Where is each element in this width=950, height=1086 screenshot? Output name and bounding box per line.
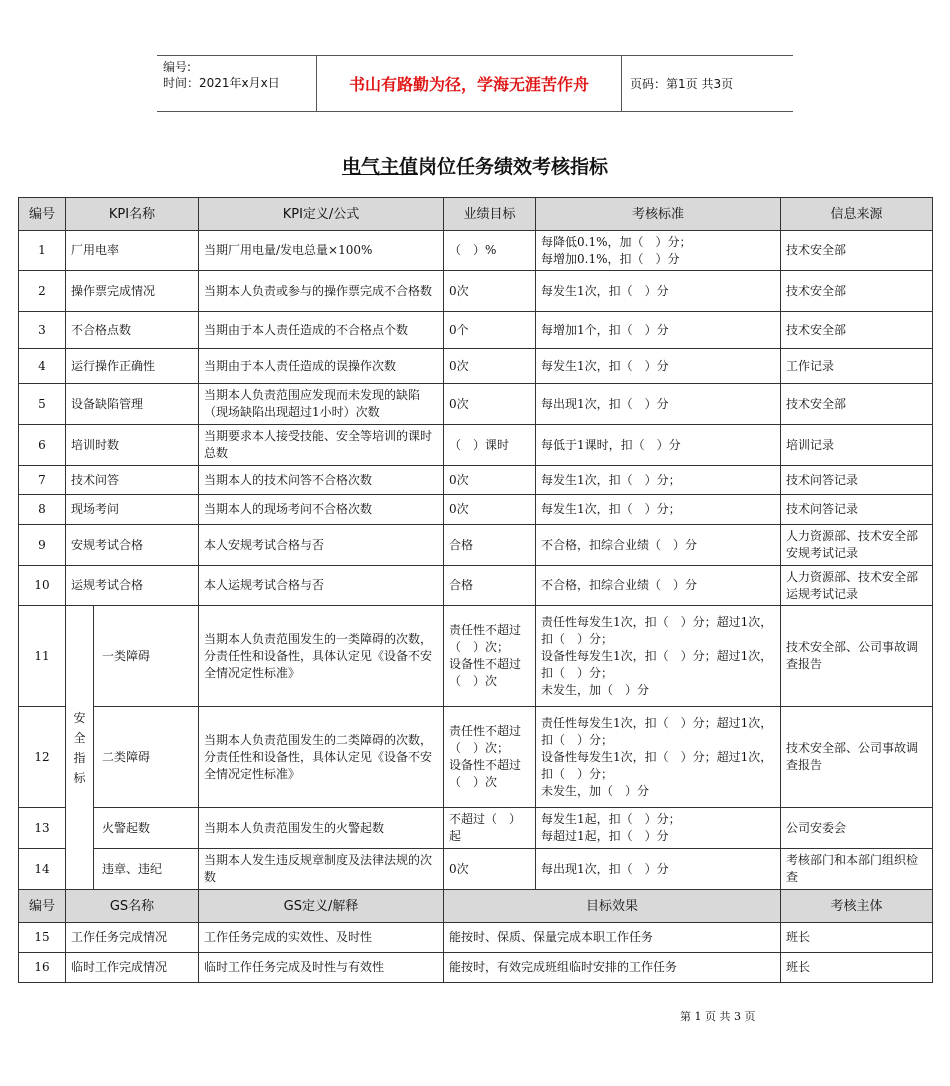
col-header-source: 信息来源: [781, 198, 933, 231]
kpi-source: 技术问答记录: [781, 495, 933, 525]
row-number: 1: [19, 231, 66, 271]
gs-owner: 班长: [781, 953, 933, 983]
kpi-standard: 每出现1次，扣（ ）分: [536, 384, 781, 425]
kpi-name: 安规考试合格: [66, 525, 199, 566]
gs-col-header-owner: 考核主体: [781, 890, 933, 923]
title-rest: 岗位任务绩效考核指标: [418, 156, 609, 178]
row-number: 7: [19, 466, 66, 495]
kpi-source: 技术安全部: [781, 231, 933, 271]
col-header-kpi-definition: KPI定义/公式: [199, 198, 444, 231]
row-number: 2: [19, 271, 66, 312]
gs-col-header-definition: GS定义/解释: [199, 890, 444, 923]
kpi-standard: 每出现1次，扣（ ）分: [536, 849, 781, 890]
title-underlined: 电气主值: [341, 156, 418, 178]
kpi-target: 0次: [444, 384, 536, 425]
col-header-standard: 考核标准: [536, 198, 781, 231]
kpi-row: [19, 849, 933, 890]
kpi-target: 0个: [444, 312, 536, 349]
header-motto: 书山有路勤为径，学海无涯苦作舟: [317, 56, 622, 111]
kpi-definition: 当期本人的现场考问不合格次数: [199, 495, 444, 525]
kpi-source: 技术安全部: [781, 384, 933, 425]
kpi-target: 0次: [444, 271, 536, 312]
kpi-target: 0次: [444, 349, 536, 384]
header-meta: [157, 56, 317, 111]
kpi-name: 运规考试合格: [66, 566, 199, 606]
kpi-row: [19, 349, 933, 384]
kpi-target: 0次: [444, 849, 536, 890]
kpi-target: 责任性不超过（ ）次； 设备性不超过（ ）次: [444, 606, 536, 707]
page-title: [0, 152, 950, 179]
kpi-name: 现场考问: [66, 495, 199, 525]
kpi-row: [19, 808, 933, 849]
row-number: 4: [19, 349, 66, 384]
gs-definition: 临时工作任务完成及时性与有效性: [199, 953, 444, 983]
kpi-definition: 当期本人负责范围应发现而未发现的缺陷（现场缺陷出现超过1小时）次数: [199, 384, 444, 425]
row-number: 6: [19, 425, 66, 466]
kpi-name: 设备缺陷管理: [66, 384, 199, 425]
kpi-source: 技术安全部、公司事故调查报告: [781, 707, 933, 808]
kpi-name: 技术问答: [66, 466, 199, 495]
kpi-source: 人力资源部、技术安全部安规考试记录: [781, 525, 933, 566]
kpi-definition: 当期由于本人责任造成的不合格点个数: [199, 312, 444, 349]
row-number: 5: [19, 384, 66, 425]
kpi-definition: 当期由于本人责任造成的误操作次数: [199, 349, 444, 384]
kpi-row: [19, 525, 933, 566]
kpi-definition: 本人运规考试合格与否: [199, 566, 444, 606]
kpi-row: [19, 606, 933, 707]
kpi-name: 培训时数: [66, 425, 199, 466]
kpi-definition: 当期本人发生违反规章制度及法律法规的次数: [199, 849, 444, 890]
kpi-target: 0次: [444, 495, 536, 525]
kpi-definition: 当期厂用电量/发电总量×100%: [199, 231, 444, 271]
kpi-standard: 每降低0.1%，加（ ）分； 每增加0.1%，扣（ ）分: [536, 231, 781, 271]
row-number: 8: [19, 495, 66, 525]
row-number: 11: [19, 606, 66, 707]
kpi-row: [19, 466, 933, 495]
gs-col-header-no: 编号: [19, 890, 66, 923]
kpi-standard: 每发生1次，扣（ ）分: [536, 271, 781, 312]
kpi-standard: 责任性每发生1次，扣（ ）分；超过1次，扣（ ）分； 设备性每发生1次，扣（ ）分；超过1次，扣（ ）分； 未发生，加（ ）分: [536, 707, 781, 808]
kpi-row: [19, 707, 933, 808]
gs-owner: 班长: [781, 923, 933, 953]
kpi-name: 操作票完成情况: [66, 271, 199, 312]
gs-definition: 工作任务完成的实效性、及时性: [199, 923, 444, 953]
kpi-standard: 不合格，扣综合业绩（ ）分: [536, 525, 781, 566]
kpi-name: 厂用电率: [66, 231, 199, 271]
kpi-standard: 每发生1次，扣（ ）分: [536, 349, 781, 384]
gs-col-header-name: GS名称: [66, 890, 199, 923]
kpi-target: 合格: [444, 525, 536, 566]
kpi-standard: 每增加1个，扣（ ）分: [536, 312, 781, 349]
kpi-standard: 每发生1次，扣（ ）分；: [536, 466, 781, 495]
kpi-source: 技术问答记录: [781, 466, 933, 495]
gs-row: [19, 953, 933, 983]
kpi-source: 技术安全部: [781, 312, 933, 349]
document-time: 时间：2021年x月x日: [163, 76, 280, 90]
kpi-target: 0次: [444, 466, 536, 495]
kpi-row: [19, 231, 933, 271]
kpi-name: 火警起数: [94, 808, 199, 849]
gs-effect: 能按时、保质、保量完成本职工作任务: [444, 923, 781, 953]
row-number: 3: [19, 312, 66, 349]
kpi-definition: 当期要求本人接受技能、安全等培训的课时总数: [199, 425, 444, 466]
safety-group-text: 安全指标: [73, 710, 86, 785]
kpi-source: 人力资源部、技术安全部运规考试记录: [781, 566, 933, 606]
kpi-source: 培训记录: [781, 425, 933, 466]
kpi-source: 技术安全部: [781, 271, 933, 312]
kpi-definition: 当期本人负责或参与的操作票完成不合格数: [199, 271, 444, 312]
kpi-row: [19, 495, 933, 525]
gs-row: [19, 923, 933, 953]
col-header-no: 编号: [19, 198, 66, 231]
kpi-name: 二类障碍: [94, 707, 199, 808]
kpi-definition: 当期本人的技术问答不合格次数: [199, 466, 444, 495]
kpi-name: 运行操作正确性: [66, 349, 199, 384]
kpi-standard: 每发生1起，扣（ ）分； 每超过1起，扣（ ）分: [536, 808, 781, 849]
kpi-source: 技术安全部、公司事故调查报告: [781, 606, 933, 707]
kpi-target: 责任性不超过（ ）次； 设备性不超过（ ）次: [444, 707, 536, 808]
kpi-standard: 每发生1次，扣（ ）分；: [536, 495, 781, 525]
kpi-definition: 当期本人负责范围发生的一类障碍的次数，分责任性和设备性，具体认定见《设备不安全情况定性标准》: [199, 606, 444, 707]
kpi-name: 不合格点数: [66, 312, 199, 349]
kpi-source: 公司安委会: [781, 808, 933, 849]
kpi-row: [19, 384, 933, 425]
row-number: 12: [19, 707, 66, 808]
header-page-number: 页码：第1页 共3页: [630, 77, 734, 91]
kpi-source: 考核部门和本部门组织检查: [781, 849, 933, 890]
document-number-label: 编号:: [163, 60, 192, 74]
kpi-row: [19, 425, 933, 466]
gs-name: 工作任务完成情况: [66, 923, 199, 953]
row-number: 16: [19, 953, 66, 983]
kpi-target: （ ）%: [444, 231, 536, 271]
kpi-name: 一类障碍: [94, 606, 199, 707]
row-number: 14: [19, 849, 66, 890]
kpi-definition: 当期本人负责范围发生的二类障碍的次数，分责任性和设备性，具体认定见《设备不安全情况定性标准》: [199, 707, 444, 808]
page-header: [157, 55, 793, 112]
gs-col-header-effect: 目标效果: [444, 890, 781, 923]
col-header-kpi-name: KPI名称: [66, 198, 199, 231]
kpi-row: [19, 566, 933, 606]
kpi-definition: 当期本人负责范围发生的火警起数: [199, 808, 444, 849]
row-number: 9: [19, 525, 66, 566]
gs-effect: 能按时，有效完成班组临时安排的工作任务: [444, 953, 781, 983]
row-number: 13: [19, 808, 66, 849]
kpi-name: 违章、违纪: [94, 849, 199, 890]
kpi-definition: 本人安规考试合格与否: [199, 525, 444, 566]
kpi-row: [19, 271, 933, 312]
kpi-row: [19, 312, 933, 349]
safety-group-label: [66, 606, 94, 890]
col-header-target: 业绩目标: [444, 198, 536, 231]
kpi-standard: 责任性每发生1次，扣（ ）分；超过1次，扣（ ）分； 设备性每发生1次，扣（ ）分；超过1次，扣（ ）分； 未发生，加（ ）分: [536, 606, 781, 707]
kpi-target: 合格: [444, 566, 536, 606]
kpi-target: 不超过（ ）起: [444, 808, 536, 849]
kpi-target: （ ）课时: [444, 425, 536, 466]
gs-header-row: [19, 890, 933, 923]
page-footer: 第 1 页 共 3 页: [680, 1010, 756, 1023]
row-number: 10: [19, 566, 66, 606]
row-number: 15: [19, 923, 66, 953]
kpi-standard: 每低于1课时，扣（ ）分: [536, 425, 781, 466]
kpi-header-row: [19, 198, 933, 231]
gs-name: 临时工作完成情况: [66, 953, 199, 983]
kpi-table: [18, 197, 933, 983]
kpi-source: 工作记录: [781, 349, 933, 384]
kpi-standard: 不合格，扣综合业绩（ ）分: [536, 566, 781, 606]
